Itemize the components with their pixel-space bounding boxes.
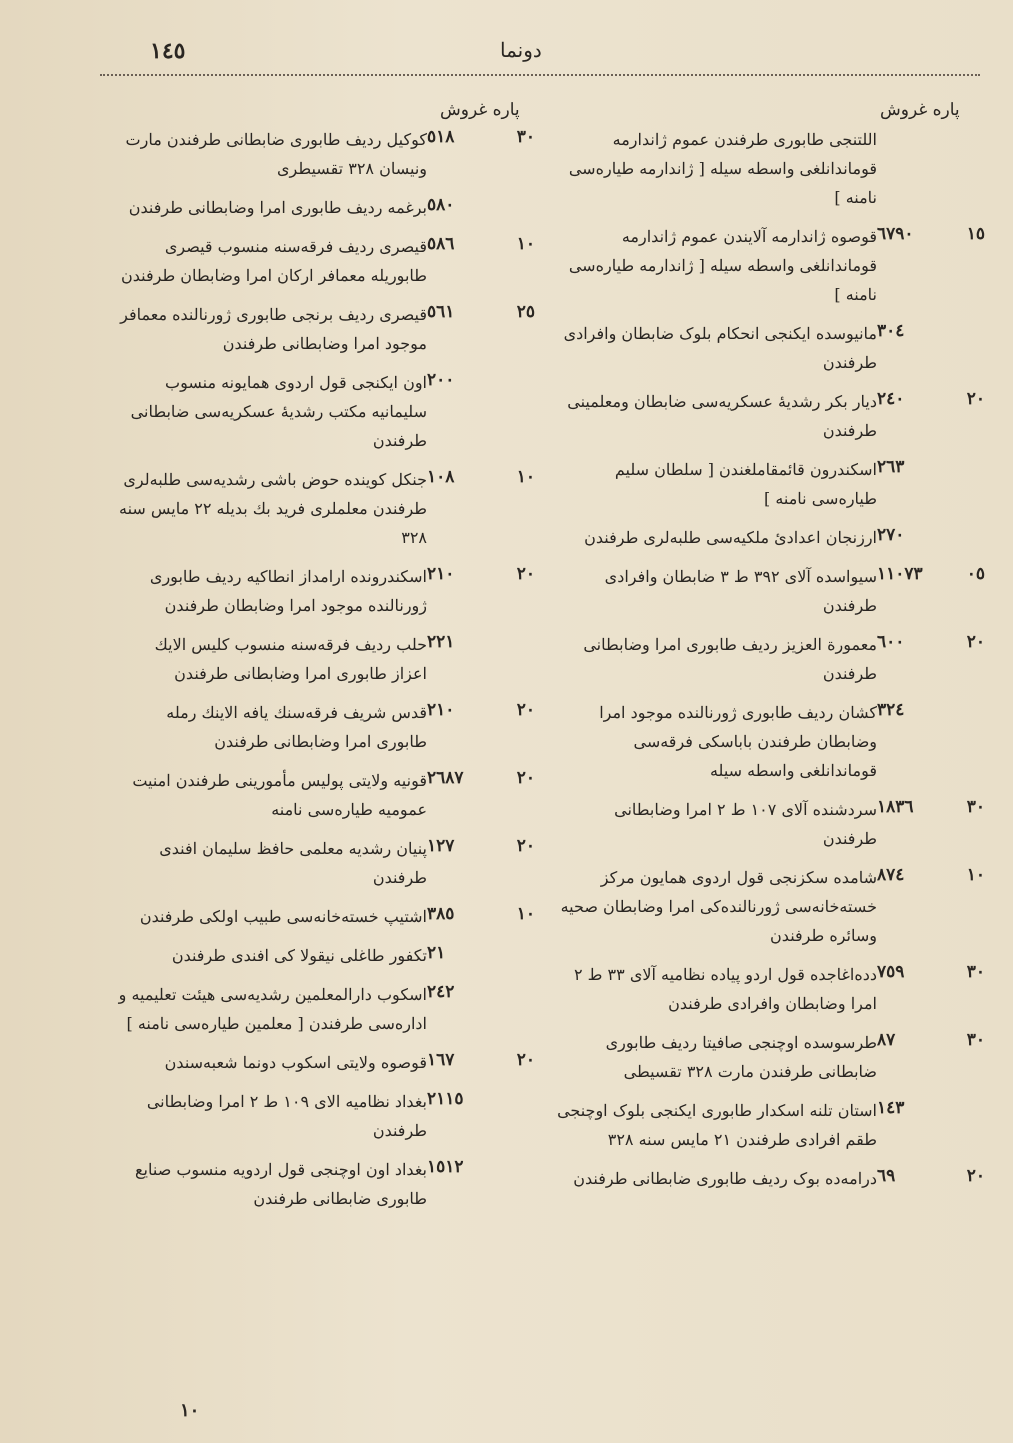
ledger-entry [555,1096,985,1154]
kurush-amount: ١١٠٧٣ [877,564,923,584]
ledger-entry [115,562,535,620]
kurush-amount: ٨٧٤ [877,865,905,885]
para-amount [507,630,535,632]
donor-description: جنکل کوینده حوض باشی رشدیه‌سی طلبه‌لری طرفندن معلملری فرید بك بدیله ٢٢ مایس سنه ٣٢٨ [118,470,427,547]
ledger-entry [555,630,985,688]
donor-description: قیصری ردیف فرقه‌سنه منسوب قیصری طابوریله معمافر ارکان امرا وضابطان طرفندن [121,237,427,285]
para-amount: ٢٠ [966,632,985,652]
right-column [555,125,985,1203]
kurush-amount: ٣٢٤ [877,700,905,720]
donor-description: دده‌اغاجده قول اردو پیاده نظامیه آلای ٣٣ ط ٢ امرا وضابطان وافرادی طرفندن [573,965,877,1013]
donor-description: شامده سکزنجی قول اردوی همایون مرکز خسته‌خانه‌سی ژورنالنده‌کی امرا وضابطان صحیه وسائره طرفندن [560,868,877,945]
para-amount [957,319,985,321]
para-amount: ٢٠ [516,564,535,584]
para-amount: ١٥ [966,224,985,244]
para-amount: ٢٠ [516,836,535,856]
donor-description: درامه‌ده بوک ردیف طابوری ضابطانی طرفندن [573,1169,877,1188]
kurush-amount: ٢٢١ [427,632,455,652]
ledger-entry [555,960,985,1018]
donor-description: کوکیل ردیف طابوری ضابطانی طرفندن مارت ونیسان ٣٢٨ تقسیطری [125,130,427,178]
kurush-amount: ٢٧٠ [877,525,905,545]
kurush-amount: ٢٠٠ [427,370,455,390]
donor-description: برغمه ردیف طابوری امرا وضابطانی طرفندن [128,198,427,217]
ledger-entry [115,698,535,756]
kurush-amount: ١٨٣٦ [877,797,914,817]
ledger-entry [115,368,535,455]
kurush-amount: ٥٨٠ [427,195,455,215]
ledger-entry [115,193,535,222]
kurush-amount: ٥٨٦ [427,234,455,254]
kurush-amount: ٦٧٩٠ [877,224,914,244]
donor-description: اشتیپ خسته‌خانه‌سی طبیب اولکی طرفندن [139,907,427,926]
para-amount: ٢٠ [516,768,535,788]
kurush-amount: ١٤٣ [877,1098,905,1118]
kurush-amount: ٥١٨ [427,127,455,147]
ledger-entry [115,766,535,824]
para-amount: ٢٠ [966,1166,985,1186]
donor-description: سردشنده آلای ١٠٧ ط ٢ امرا وضابطانی طرفندن [614,800,877,848]
donor-description: پنیان رشدیه معلمی حافظ سلیمان افندی طرفندن [159,839,427,887]
donor-description: قوصوه ولایتی اسکوب دونما شعبه‌سندن [164,1053,427,1072]
para-amount: ٢٠ [516,1050,535,1070]
kurush-amount: ١٠٨ [427,467,455,487]
para-amount: ٣٠ [966,797,985,817]
kurush-amount: ١٢٧ [427,836,455,856]
donor-description: مانیوسده ایکنجی انحکام بلوک ضابطان وافرادی طرفندن [563,324,877,372]
ledger-entry [555,387,985,445]
donor-description: قدس شریف فرقه‌سنك یافه الاینك رمله طابوری امرا وضابطانی طرفندن [166,703,427,751]
kurush-amount: ٣٠٤ [877,321,905,341]
para-amount: ٢٠ [516,700,535,720]
para-amount [507,193,535,195]
para-amount [507,1155,535,1157]
donor-description: تکفور طاغلی نیقولا کی افندی طرفندن [171,946,427,965]
donor-description: اللتنجی طابوری طرفندن عموم ژاندارمه قوماندانلغی واسطه سیله [ ژاندارمه طیاره‌سی نامنه ] [568,130,877,207]
para-amount: ٣٠ [966,962,985,982]
ledger-entry [115,630,535,688]
donor-description: حلب ردیف فرقه‌سنه منسوب کلیس الایك اعزاز طابوری امرا وضابطانی طرفندن [154,635,427,683]
kurush-amount: ٢٤٠ [877,389,905,409]
kurush-amount: ٧٥٩ [877,962,905,982]
donor-description: سیواسده آلای ٣٩٢ ط ٣ ضابطان وافرادی طرفندن [604,567,877,615]
donor-description: اسکندرون قائمقاملغندن [ سلطان سلیم طیاره‌سی نامنه ] [614,460,877,508]
donor-description: دیار بکر رشدیهٔ عسکریه‌سی ضابطان ومعلمینی طرفندن [567,392,877,440]
donor-description: بغداد اون اوچنجی قول اردویه منسوب صنایع طابوری ضابطانی طرفندن [135,1160,427,1208]
donor-description: اسکوب دارالمعلمین رشدیه‌سی هیئت تعلیمیه و اداره‌سی طرفندن [ معلمین طیاره‌سی نامنه ] [118,985,427,1033]
page-header [0,38,1013,68]
ledger-entry [115,1048,535,1077]
para-amount: ١٠ [516,904,535,924]
ledger-entry [115,980,535,1038]
ledger-entry [115,902,535,931]
ledger-entry [555,125,985,212]
para-amount: ١٠ [966,865,985,885]
para-amount [957,523,985,525]
para-amount: ٢٥ [516,302,535,322]
kurush-amount: ٨٧ [877,1030,896,1050]
ledger-entry [115,941,535,970]
para-amount: ٣٠ [966,1030,985,1050]
kurush-amount: ٦٩ [877,1166,896,1186]
para-amount: ٢٠ [966,389,985,409]
kurush-amount: ١٦٧ [427,1050,455,1070]
ledger-entry [115,232,535,290]
header-divider [100,74,980,76]
ledger-entry [115,834,535,892]
ledger-entry [555,698,985,785]
ledger-entry [555,562,985,620]
kurush-amount: ٥٦١ [427,302,455,322]
para-amount: ١٠ [516,467,535,487]
ledger-entry [555,523,985,552]
kurush-amount: ٢٦٨٧ [427,768,464,788]
para-amount: ٣٠ [516,127,535,147]
para-amount [957,1096,985,1098]
donor-description: معمورة العزیز ردیف طابوری امرا وضابطانی طرفندن [583,635,877,683]
ledger-entry [555,1028,985,1086]
kurush-amount: ٢١١٥ [427,1089,464,1109]
ledger-entry [115,1155,535,1213]
kurush-amount: ٢١٠ [427,564,455,584]
donor-description: ارزنجان اعدادیٔ ملکیه‌سی طلبه‌لری طرفندن [584,528,877,547]
donor-description: قیصری ردیف برنجی طابوری ژورنالنده معمافر موجود امرا وضابطانی طرفندن [120,305,427,353]
right-column-header: پاره غروش [880,100,960,120]
left-column [115,125,535,1223]
kurush-amount: ٢٦٣ [877,457,905,477]
ledger-entry [555,222,985,309]
donor-description: بغداد نظامیه الای ١٠٩ ط ٢ امرا وضابطانی طرفندن [146,1092,427,1140]
running-title: دونما [500,38,542,62]
donor-description: استان تلنه اسکدار طابوری ایکنجی بلوک اوچنجی طقم افرادی طرفندن ٢١ مایس سنه ٣٢٨ [557,1101,877,1149]
para-amount [507,941,535,943]
kurush-amount: ٢١٠ [427,700,455,720]
kurush-amount [877,125,957,127]
donor-description: اسکندرونده ارامداز انطاکیه ردیف طابوری ژورنالنده موجود امرا وضابطان طرفندن [149,567,427,615]
ledger-entry [555,455,985,513]
ledger-entry [555,795,985,853]
kurush-amount: ٦٠٠ [877,632,905,652]
para-amount: ٠٥ [966,564,985,584]
ledger-entry [555,863,985,950]
ledger-entry [115,465,535,552]
para-amount [957,125,985,127]
para-amount [507,980,535,982]
kurush-amount: ٣٨٥ [427,904,455,924]
para-amount [957,455,985,457]
kurush-amount: ٢١ [427,943,446,963]
ledger-entry [555,319,985,377]
signature-number: ١٠ [180,1400,200,1421]
ledger-entry [555,1164,985,1193]
ledger-entry [115,300,535,358]
kurush-amount: ١٥١٢ [427,1157,464,1177]
donor-description: کشان ردیف طابوری ژورنالنده موجود امرا وضابطان طرفندن باباسکی فرقه‌سی قوماندانلغی واسطه سیله [599,703,877,780]
para-amount [957,698,985,700]
kurush-amount: ٢٤٢ [427,982,455,1002]
donor-description: اون ایکنجی قول اردوی همایونه منسوب سلیمانیه مکتب رشدیهٔ عسکریه‌سی ضابطانی طرفندن [130,373,427,450]
donor-description: قوصوه ژاندارمه آلایندن عموم ژاندارمه قوماندانلغی واسطه سیله [ ژاندارمه طیاره‌سی نامنه ] [568,227,877,304]
donor-description: قونیه ولایتی پولیس مأمورینی طرفندن امنیت عمومیه طیاره‌سی نامنه [132,771,427,819]
para-amount [507,368,535,370]
para-amount: ١٠ [516,234,535,254]
donor-description: طرسوسده اوچنجی صافیتا ردیف طابوری ضابطانی طرفندن مارت ٣٢٨ تقسیطی [605,1033,877,1081]
left-column-header: پاره غروش [440,100,520,120]
para-amount [507,1087,535,1089]
ledger-entry [115,1087,535,1145]
ledger-entry [115,125,535,183]
page-number: ١٤٥ [150,38,186,64]
